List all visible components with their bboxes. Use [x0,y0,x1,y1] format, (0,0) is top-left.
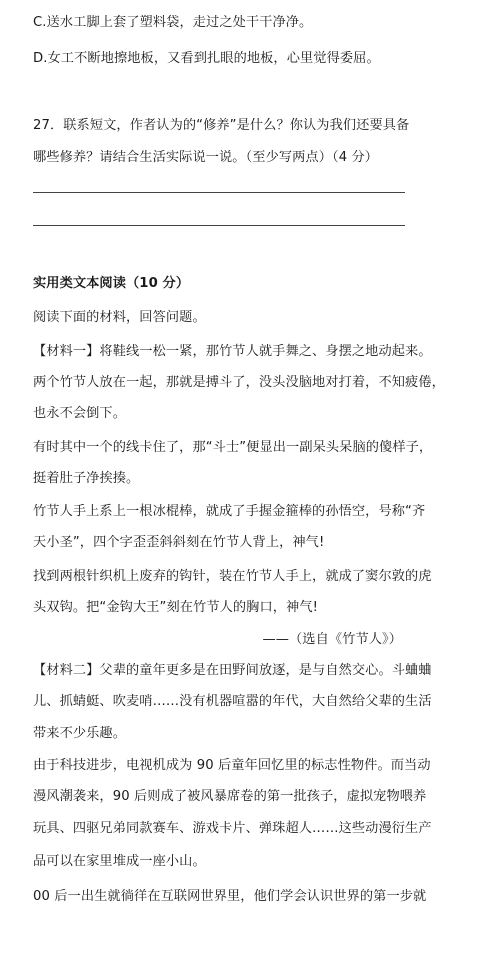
section-instruction: 阅读下面的材料，回答问题。 [33,310,206,325]
material-1-line: 头双钩。把“金钩大王”刻在竹节人的胸口，神气! [33,600,318,615]
material-2-line: 由于科技进步，电视机成为 90 后童年回忆里的标志性物件。而当动 [33,758,431,773]
material-2-line: 00 后一出生就徜徉在互联网世界里，他们学会认识世界的第一步就 [33,889,427,904]
material-1-line: 找到两根针织机上废弃的钩针，装在竹节人手上，就成了窦尔敦的虎 [33,569,432,584]
material-2-line: 漫风潮袭来，90 后则成了被风暴席卷的第一批孩子，虚拟宠物喂养 [33,789,427,804]
material-2-line: 品可以在家里堆成一座小山。 [33,854,206,869]
material-1-line: 天小圣”，四个字歪歪斜斜刻在竹节人背上，神气! [33,535,325,550]
material-1-line: 竹节人手上系上一根冰棍棒，就成了手握金箍棒的孙悟空，号称“齐 [33,504,426,519]
option-d: D.女工不断地擦地板，又看到扎眼的地板，心里觉得委屈。 [33,51,380,66]
material-2-line: 【材料二】父辈的童年更多是在田野间放逐，是与自然交心。斗蛐蛐 [33,663,432,678]
answer-line-2[interactable] [33,225,405,226]
material-1-line: 有时其中一个的线卡住了，那“斗士”便显出一副呆头呆脑的傻样子， [33,440,433,455]
material-2-line: 玩具、四驱兄弟同款赛车、游戏卡片、弹珠超人……这些动漫衍生产 [33,821,432,836]
material-2-line: 带来不少乐趣。 [33,726,127,741]
material-1-line: 挺着肚子净挨揍。 [33,471,140,486]
material-2-line: 儿、抓蜻蜓、吹麦哨……没有机器喧嚣的年代，大自然给父辈的生活 [33,694,432,709]
material-1-source: ——（选自《竹节人》） [262,632,402,647]
answer-line-1[interactable] [33,192,405,193]
material-1-line: 【材料一】将鞋线一松一紧，那竹节人就手舞之、身摆之地动起来。 [33,344,432,359]
question-27-line-1: 27．联系短文，作者认为的“修养”是什么？你认为我们还要具备 [33,118,410,133]
material-1-line: 也永不会倒下。 [33,406,127,421]
section-title: 实用类文本阅读（10 分） [33,276,190,291]
material-1-line: 两个竹节人放在一起，那就是搏斗了，没头没脑地对打着，不知疲倦， [33,375,445,390]
option-c: C.送水工脚上套了塑料袋，走过之处干干净净。 [33,15,313,30]
question-27-line-2: 哪些修养？请结合生活实际说一说。（至少写两点）（4 分） [33,150,379,165]
